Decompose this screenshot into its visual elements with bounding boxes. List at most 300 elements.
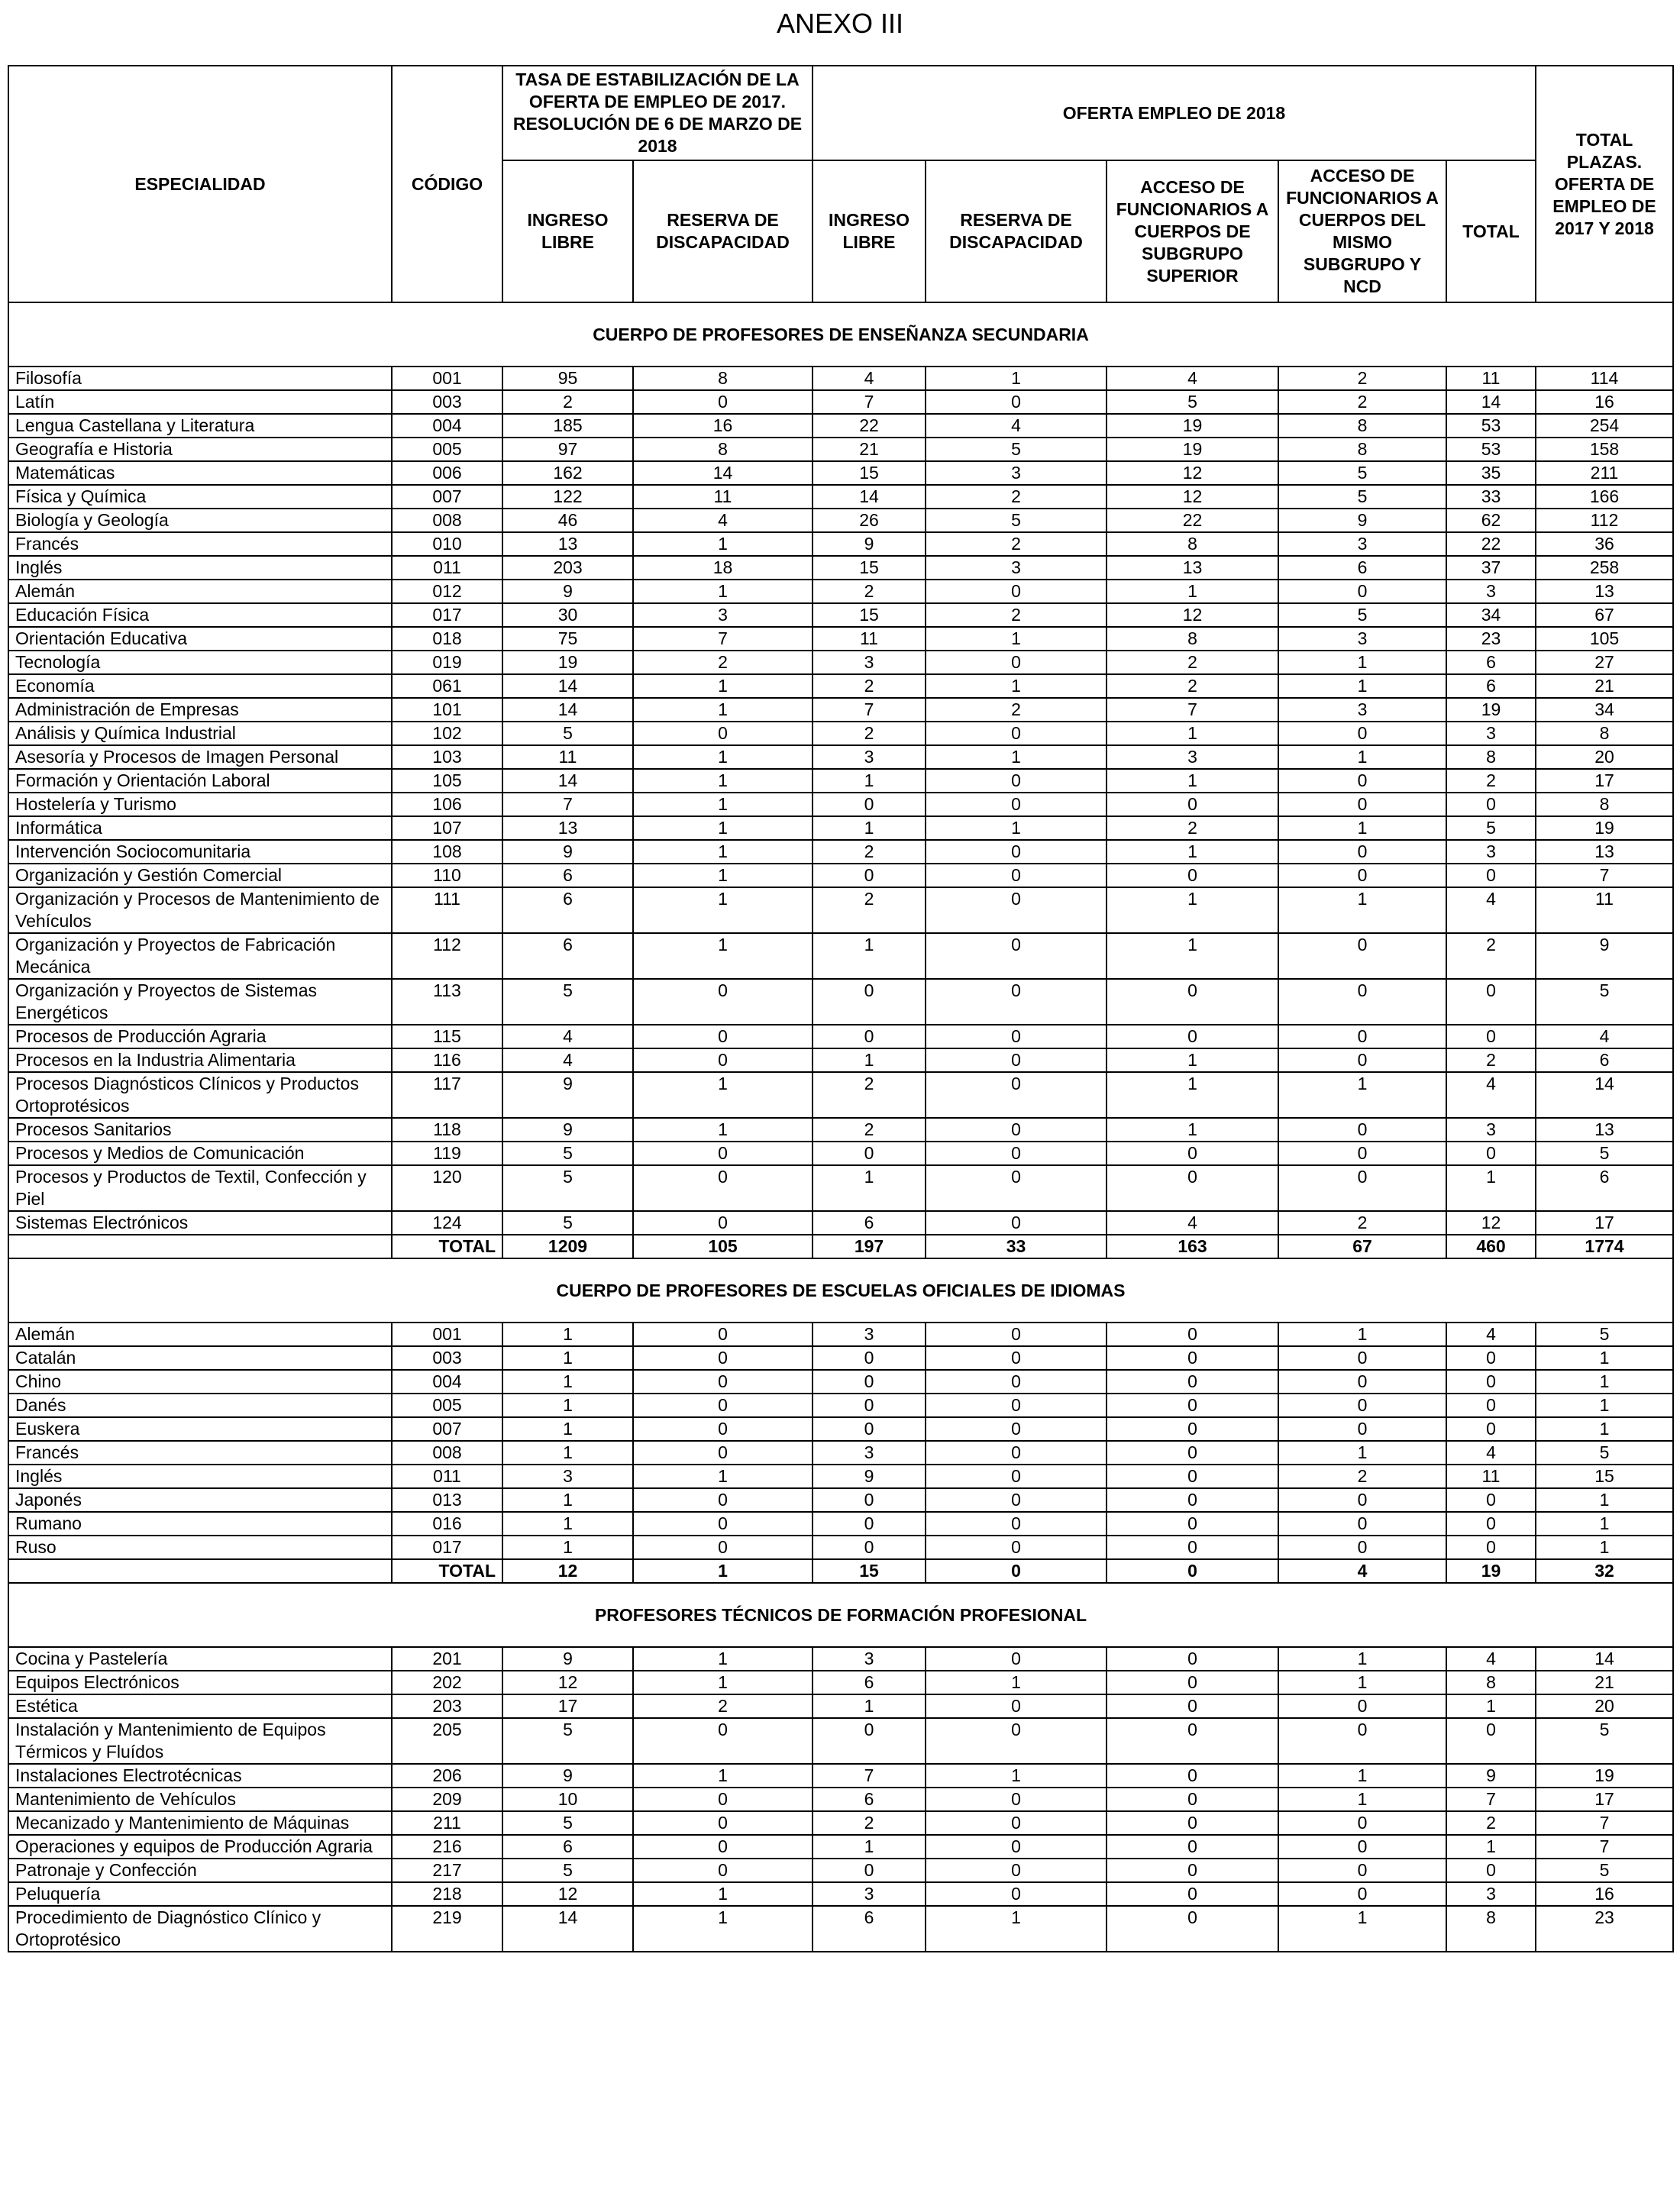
value-cell: 2 bbox=[1446, 933, 1536, 979]
codigo-cell: 108 bbox=[392, 840, 502, 864]
value-cell: 1 bbox=[633, 1118, 813, 1142]
value-cell: 0 bbox=[633, 1417, 813, 1441]
value-cell: 97 bbox=[502, 438, 633, 461]
codigo-cell: 008 bbox=[392, 509, 502, 532]
value-cell: 2 bbox=[1107, 816, 1278, 840]
value-cell: 2 bbox=[1446, 1048, 1536, 1072]
value-cell: 0 bbox=[926, 840, 1107, 864]
table-row bbox=[8, 674, 1673, 698]
value-cell: 1 bbox=[926, 674, 1107, 698]
value-cell: 1 bbox=[1536, 1536, 1673, 1559]
value-cell: 0 bbox=[1278, 1882, 1446, 1906]
codigo-cell: 010 bbox=[392, 532, 502, 556]
value-cell: 4 bbox=[502, 1025, 633, 1048]
value-cell: 4 bbox=[1107, 367, 1278, 390]
table-row bbox=[8, 1417, 1673, 1441]
header-oferta-2018: OFERTA EMPLEO DE 2018 bbox=[813, 66, 1536, 160]
value-cell: 0 bbox=[633, 979, 813, 1025]
especialidad-cell: Organización y Procesos de Mantenimiento de Vehículos bbox=[8, 887, 392, 933]
value-cell: 3 bbox=[1446, 722, 1536, 745]
value-cell: 15 bbox=[813, 556, 926, 580]
value-cell: 3 bbox=[1278, 627, 1446, 651]
value-cell: 0 bbox=[1107, 1536, 1278, 1559]
value-cell: 9 bbox=[813, 1465, 926, 1488]
value-cell: 1 bbox=[502, 1370, 633, 1394]
value-cell: 1 bbox=[1278, 745, 1446, 769]
value-cell: 3 bbox=[813, 1323, 926, 1346]
value-cell: 0 bbox=[633, 390, 813, 414]
header-reserva-2017: RESERVA DE DISCAPACIDAD bbox=[633, 160, 813, 302]
value-cell: 12 bbox=[502, 1671, 633, 1694]
value-cell: 1 bbox=[502, 1488, 633, 1512]
value-cell: 8 bbox=[633, 367, 813, 390]
value-cell: 2 bbox=[1446, 1811, 1536, 1835]
value-cell: 0 bbox=[1107, 1025, 1278, 1048]
value-cell: 1 bbox=[633, 769, 813, 793]
section-header bbox=[8, 302, 1673, 367]
value-cell: 9 bbox=[1446, 1764, 1536, 1788]
value-cell: 3 bbox=[633, 603, 813, 627]
value-cell: 1 bbox=[1446, 1835, 1536, 1859]
value-cell: 0 bbox=[926, 1072, 1107, 1118]
value-cell: 0 bbox=[1107, 1835, 1278, 1859]
especialidad-cell: Organización y Proyectos de Fabricación Mecánica bbox=[8, 933, 392, 979]
value-cell: 0 bbox=[1107, 1394, 1278, 1417]
total-spacer bbox=[8, 1235, 392, 1258]
value-cell: 0 bbox=[1446, 979, 1536, 1025]
especialidad-cell: Estética bbox=[8, 1694, 392, 1718]
especialidad-cell: Patronaje y Confección bbox=[8, 1859, 392, 1882]
value-cell: 0 bbox=[1278, 933, 1446, 979]
total-value: 1209 bbox=[502, 1235, 633, 1258]
table-row bbox=[8, 722, 1673, 745]
value-cell: 23 bbox=[1446, 627, 1536, 651]
total-value: 15 bbox=[813, 1559, 926, 1583]
value-cell: 1 bbox=[1446, 1694, 1536, 1718]
value-cell: 2 bbox=[926, 532, 1107, 556]
value-cell: 0 bbox=[1107, 1718, 1278, 1764]
codigo-cell: 017 bbox=[392, 1536, 502, 1559]
codigo-cell: 007 bbox=[392, 485, 502, 509]
value-cell: 1 bbox=[1536, 1370, 1673, 1394]
total-value: 32 bbox=[1536, 1559, 1673, 1583]
value-cell: 6 bbox=[1446, 674, 1536, 698]
value-cell: 1 bbox=[1278, 1647, 1446, 1671]
value-cell: 3 bbox=[813, 651, 926, 674]
value-cell: 7 bbox=[502, 793, 633, 816]
value-cell: 1 bbox=[502, 1346, 633, 1370]
value-cell: 10 bbox=[502, 1788, 633, 1811]
value-cell: 105 bbox=[1536, 627, 1673, 651]
value-cell: 19 bbox=[1107, 414, 1278, 438]
value-cell: 0 bbox=[1107, 793, 1278, 816]
value-cell: 0 bbox=[1278, 580, 1446, 603]
value-cell: 7 bbox=[1536, 1811, 1673, 1835]
value-cell: 1 bbox=[1536, 1417, 1673, 1441]
value-cell: 13 bbox=[1536, 1118, 1673, 1142]
value-cell: 0 bbox=[813, 1417, 926, 1441]
value-cell: 14 bbox=[502, 1906, 633, 1952]
codigo-cell: 004 bbox=[392, 414, 502, 438]
value-cell: 0 bbox=[633, 1441, 813, 1465]
especialidad-cell: Educación Física bbox=[8, 603, 392, 627]
value-cell: 0 bbox=[1446, 1718, 1536, 1764]
value-cell: 1 bbox=[1278, 1072, 1446, 1118]
value-cell: 0 bbox=[1107, 1142, 1278, 1165]
especialidad-cell: Intervención Sociocomunitaria bbox=[8, 840, 392, 864]
table-row bbox=[8, 1671, 1673, 1694]
codigo-cell: 107 bbox=[392, 816, 502, 840]
value-cell: 53 bbox=[1446, 414, 1536, 438]
value-cell: 0 bbox=[1278, 864, 1446, 887]
value-cell: 21 bbox=[1536, 1671, 1673, 1694]
value-cell: 1 bbox=[1107, 580, 1278, 603]
especialidad-cell: Rumano bbox=[8, 1512, 392, 1536]
table-row bbox=[8, 1647, 1673, 1671]
value-cell: 14 bbox=[1446, 390, 1536, 414]
codigo-cell: 206 bbox=[392, 1764, 502, 1788]
value-cell: 1 bbox=[1278, 1441, 1446, 1465]
value-cell: 15 bbox=[813, 461, 926, 485]
value-cell: 0 bbox=[926, 864, 1107, 887]
codigo-cell: 004 bbox=[392, 1370, 502, 1394]
page-title: ANEXO III bbox=[776, 8, 904, 39]
value-cell: 8 bbox=[1536, 793, 1673, 816]
value-cell: 0 bbox=[813, 1536, 926, 1559]
value-cell: 9 bbox=[502, 1764, 633, 1788]
value-cell: 6 bbox=[813, 1671, 926, 1694]
value-cell: 1 bbox=[813, 1694, 926, 1718]
value-cell: 0 bbox=[1278, 1488, 1446, 1512]
value-cell: 9 bbox=[1536, 933, 1673, 979]
section-title: CUERPO DE PROFESORES DE ESCUELAS OFICIALES DE IDIOMAS bbox=[8, 1258, 1673, 1323]
value-cell: 0 bbox=[633, 1394, 813, 1417]
value-cell: 4 bbox=[1107, 1211, 1278, 1235]
table-row bbox=[8, 651, 1673, 674]
especialidad-cell: Peluquería bbox=[8, 1882, 392, 1906]
value-cell: 14 bbox=[502, 769, 633, 793]
value-cell: 1 bbox=[633, 674, 813, 698]
value-cell: 5 bbox=[1536, 1859, 1673, 1882]
value-cell: 1 bbox=[633, 864, 813, 887]
value-cell: 75 bbox=[502, 627, 633, 651]
value-cell: 1 bbox=[1107, 1118, 1278, 1142]
especialidad-cell: Formación y Orientación Laboral bbox=[8, 769, 392, 793]
value-cell: 5 bbox=[502, 722, 633, 745]
table-row bbox=[8, 509, 1673, 532]
table-row bbox=[8, 1465, 1673, 1488]
codigo-cell: 216 bbox=[392, 1835, 502, 1859]
value-cell: 1 bbox=[1107, 769, 1278, 793]
value-cell: 211 bbox=[1536, 461, 1673, 485]
especialidad-cell: Procesos Sanitarios bbox=[8, 1118, 392, 1142]
value-cell: 1 bbox=[502, 1417, 633, 1441]
codigo-cell: 211 bbox=[392, 1811, 502, 1835]
value-cell: 1 bbox=[633, 745, 813, 769]
value-cell: 0 bbox=[926, 1142, 1107, 1165]
value-cell: 14 bbox=[813, 485, 926, 509]
codigo-cell: 101 bbox=[392, 698, 502, 722]
table-row bbox=[8, 438, 1673, 461]
value-cell: 21 bbox=[1536, 674, 1673, 698]
value-cell: 2 bbox=[813, 722, 926, 745]
value-cell: 0 bbox=[1278, 1142, 1446, 1165]
value-cell: 5 bbox=[502, 1211, 633, 1235]
value-cell: 0 bbox=[1107, 1647, 1278, 1671]
codigo-cell: 106 bbox=[392, 793, 502, 816]
value-cell: 1 bbox=[1107, 933, 1278, 979]
value-cell: 19 bbox=[1536, 1764, 1673, 1788]
value-cell: 0 bbox=[926, 1323, 1107, 1346]
header-ingreso-libre-2018: INGRESO LIBRE bbox=[813, 160, 926, 302]
value-cell: 4 bbox=[502, 1048, 633, 1072]
value-cell: 5 bbox=[926, 509, 1107, 532]
value-cell: 0 bbox=[1446, 864, 1536, 887]
value-cell: 16 bbox=[1536, 390, 1673, 414]
value-cell: 4 bbox=[813, 367, 926, 390]
value-cell: 0 bbox=[813, 1394, 926, 1417]
value-cell: 0 bbox=[1278, 1811, 1446, 1835]
table-row bbox=[8, 816, 1673, 840]
value-cell: 1 bbox=[813, 1048, 926, 1072]
value-cell: 26 bbox=[813, 509, 926, 532]
value-cell: 0 bbox=[1446, 1859, 1536, 1882]
value-cell: 185 bbox=[502, 414, 633, 438]
value-cell: 0 bbox=[1107, 1441, 1278, 1465]
table-row bbox=[8, 532, 1673, 556]
total-value: 12 bbox=[502, 1559, 633, 1583]
value-cell: 258 bbox=[1536, 556, 1673, 580]
header-especialidad: ESPECIALIDAD bbox=[8, 66, 392, 302]
value-cell: 3 bbox=[813, 745, 926, 769]
value-cell: 8 bbox=[1446, 1671, 1536, 1694]
value-cell: 0 bbox=[633, 1048, 813, 1072]
value-cell: 7 bbox=[813, 1764, 926, 1788]
value-cell: 3 bbox=[1446, 1118, 1536, 1142]
value-cell: 0 bbox=[926, 933, 1107, 979]
table-row bbox=[8, 1323, 1673, 1346]
codigo-cell: 120 bbox=[392, 1165, 502, 1211]
value-cell: 114 bbox=[1536, 367, 1673, 390]
codigo-cell: 117 bbox=[392, 1072, 502, 1118]
value-cell: 0 bbox=[813, 1346, 926, 1370]
value-cell: 1 bbox=[633, 793, 813, 816]
value-cell: 0 bbox=[926, 1394, 1107, 1417]
value-cell: 37 bbox=[1446, 556, 1536, 580]
value-cell: 0 bbox=[1107, 1417, 1278, 1441]
value-cell: 3 bbox=[502, 1465, 633, 1488]
value-cell: 0 bbox=[1107, 1488, 1278, 1512]
section-header bbox=[8, 1583, 1673, 1647]
especialidad-cell: Física y Química bbox=[8, 485, 392, 509]
value-cell: 9 bbox=[502, 840, 633, 864]
value-cell: 5 bbox=[1536, 1718, 1673, 1764]
table-row bbox=[8, 1346, 1673, 1370]
table-row bbox=[8, 1906, 1673, 1952]
header-codigo: CÓDIGO bbox=[392, 66, 502, 302]
value-cell: 1 bbox=[1107, 1072, 1278, 1118]
value-cell: 2 bbox=[633, 1694, 813, 1718]
total-value: 105 bbox=[633, 1235, 813, 1258]
value-cell: 0 bbox=[1107, 1811, 1278, 1835]
value-cell: 8 bbox=[633, 438, 813, 461]
especialidad-cell: Catalán bbox=[8, 1346, 392, 1370]
value-cell: 1 bbox=[926, 627, 1107, 651]
value-cell: 12 bbox=[1107, 485, 1278, 509]
codigo-cell: 218 bbox=[392, 1882, 502, 1906]
value-cell: 5 bbox=[1536, 1441, 1673, 1465]
table-row bbox=[8, 840, 1673, 864]
value-cell: 6 bbox=[502, 887, 633, 933]
value-cell: 158 bbox=[1536, 438, 1673, 461]
table-row bbox=[8, 1165, 1673, 1211]
value-cell: 0 bbox=[926, 1718, 1107, 1764]
codigo-cell: 113 bbox=[392, 979, 502, 1025]
table-row bbox=[8, 769, 1673, 793]
value-cell: 0 bbox=[1278, 769, 1446, 793]
table-row bbox=[8, 1048, 1673, 1072]
total-value: 1774 bbox=[1536, 1235, 1673, 1258]
value-cell: 1 bbox=[1278, 674, 1446, 698]
codigo-cell: 217 bbox=[392, 1859, 502, 1882]
value-cell: 0 bbox=[1278, 793, 1446, 816]
table-row bbox=[8, 745, 1673, 769]
value-cell: 0 bbox=[1278, 1025, 1446, 1048]
value-cell: 1 bbox=[1278, 1764, 1446, 1788]
value-cell: 0 bbox=[926, 1882, 1107, 1906]
especialidad-cell: Danés bbox=[8, 1394, 392, 1417]
value-cell: 0 bbox=[1446, 1512, 1536, 1536]
table-row bbox=[8, 1512, 1673, 1536]
especialidad-cell: Sistemas Electrónicos bbox=[8, 1211, 392, 1235]
value-cell: 4 bbox=[1446, 1647, 1536, 1671]
value-cell: 2 bbox=[926, 485, 1107, 509]
especialidad-cell: Japonés bbox=[8, 1488, 392, 1512]
value-cell: 18 bbox=[633, 556, 813, 580]
table-row bbox=[8, 1211, 1673, 1235]
especialidad-cell: Inglés bbox=[8, 556, 392, 580]
value-cell: 13 bbox=[502, 816, 633, 840]
value-cell: 2 bbox=[813, 1811, 926, 1835]
table-row bbox=[8, 556, 1673, 580]
value-cell: 0 bbox=[813, 979, 926, 1025]
value-cell: 1 bbox=[926, 1906, 1107, 1952]
value-cell: 7 bbox=[813, 698, 926, 722]
value-cell: 1 bbox=[1107, 1048, 1278, 1072]
value-cell: 17 bbox=[1536, 1788, 1673, 1811]
value-cell: 1 bbox=[926, 816, 1107, 840]
total-value: 19 bbox=[1446, 1559, 1536, 1583]
value-cell: 53 bbox=[1446, 438, 1536, 461]
table-row bbox=[8, 390, 1673, 414]
especialidad-cell: Economía bbox=[8, 674, 392, 698]
value-cell: 3 bbox=[1446, 580, 1536, 603]
table-row bbox=[8, 1788, 1673, 1811]
value-cell: 2 bbox=[926, 603, 1107, 627]
value-cell: 2 bbox=[1107, 674, 1278, 698]
value-cell: 0 bbox=[926, 1417, 1107, 1441]
especialidad-cell: Tecnología bbox=[8, 651, 392, 674]
value-cell: 6 bbox=[1278, 556, 1446, 580]
value-cell: 3 bbox=[1107, 745, 1278, 769]
value-cell: 1 bbox=[1278, 1788, 1446, 1811]
value-cell: 0 bbox=[926, 887, 1107, 933]
value-cell: 0 bbox=[1278, 1859, 1446, 1882]
value-cell: 5 bbox=[502, 1165, 633, 1211]
value-cell: 1 bbox=[633, 1465, 813, 1488]
value-cell: 9 bbox=[502, 1647, 633, 1671]
value-cell: 6 bbox=[502, 864, 633, 887]
value-cell: 7 bbox=[1536, 1835, 1673, 1859]
value-cell: 8 bbox=[1446, 1906, 1536, 1952]
codigo-cell: 102 bbox=[392, 722, 502, 745]
value-cell: 1 bbox=[1278, 1323, 1446, 1346]
value-cell: 0 bbox=[633, 1142, 813, 1165]
value-cell: 0 bbox=[813, 864, 926, 887]
codigo-cell: 118 bbox=[392, 1118, 502, 1142]
codigo-cell: 012 bbox=[392, 580, 502, 603]
table-row bbox=[8, 461, 1673, 485]
value-cell: 2 bbox=[813, 840, 926, 864]
value-cell: 4 bbox=[1446, 1323, 1536, 1346]
value-cell: 4 bbox=[1536, 1025, 1673, 1048]
codigo-cell: 008 bbox=[392, 1441, 502, 1465]
value-cell: 0 bbox=[1446, 1370, 1536, 1394]
value-cell: 95 bbox=[502, 367, 633, 390]
value-cell: 0 bbox=[633, 722, 813, 745]
value-cell: 0 bbox=[1278, 840, 1446, 864]
especialidad-cell: Organización y Gestión Comercial bbox=[8, 864, 392, 887]
value-cell: 0 bbox=[633, 1536, 813, 1559]
value-cell: 0 bbox=[813, 1025, 926, 1048]
total-value: 163 bbox=[1107, 1235, 1278, 1258]
table-row bbox=[8, 485, 1673, 509]
value-cell: 0 bbox=[1107, 864, 1278, 887]
codigo-cell: 119 bbox=[392, 1142, 502, 1165]
offer-table bbox=[8, 65, 1674, 1952]
value-cell: 13 bbox=[1536, 580, 1673, 603]
section-title: PROFESORES TÉCNICOS DE FORMACIÓN PROFESIONAL bbox=[8, 1583, 1673, 1647]
value-cell: 2 bbox=[813, 674, 926, 698]
value-cell: 9 bbox=[502, 1118, 633, 1142]
total-value: 460 bbox=[1446, 1235, 1536, 1258]
table-row bbox=[8, 603, 1673, 627]
especialidad-cell: Inglés bbox=[8, 1465, 392, 1488]
value-cell: 16 bbox=[1536, 1882, 1673, 1906]
table-row bbox=[8, 1811, 1673, 1835]
value-cell: 16 bbox=[633, 414, 813, 438]
value-cell: 0 bbox=[1107, 1465, 1278, 1488]
codigo-cell: 001 bbox=[392, 367, 502, 390]
codigo-cell: 205 bbox=[392, 1718, 502, 1764]
value-cell: 1 bbox=[633, 1882, 813, 1906]
section-title: CUERPO DE PROFESORES DE ENSEÑANZA SECUNDARIA bbox=[8, 302, 1673, 367]
header-ingreso-libre-2017: INGRESO LIBRE bbox=[502, 160, 633, 302]
especialidad-cell: Instalaciones Electrotécnicas bbox=[8, 1764, 392, 1788]
value-cell: 3 bbox=[1446, 840, 1536, 864]
table-row bbox=[8, 1142, 1673, 1165]
especialidad-cell: Procedimiento de Diagnóstico Clínico y Ortoprotésico bbox=[8, 1906, 392, 1952]
value-cell: 22 bbox=[813, 414, 926, 438]
value-cell: 0 bbox=[633, 1488, 813, 1512]
codigo-cell: 003 bbox=[392, 1346, 502, 1370]
value-cell: 8 bbox=[1536, 722, 1673, 745]
value-cell: 27 bbox=[1536, 651, 1673, 674]
value-cell: 0 bbox=[1107, 1882, 1278, 1906]
value-cell: 5 bbox=[502, 1142, 633, 1165]
value-cell: 30 bbox=[502, 603, 633, 627]
value-cell: 0 bbox=[1107, 1906, 1278, 1952]
